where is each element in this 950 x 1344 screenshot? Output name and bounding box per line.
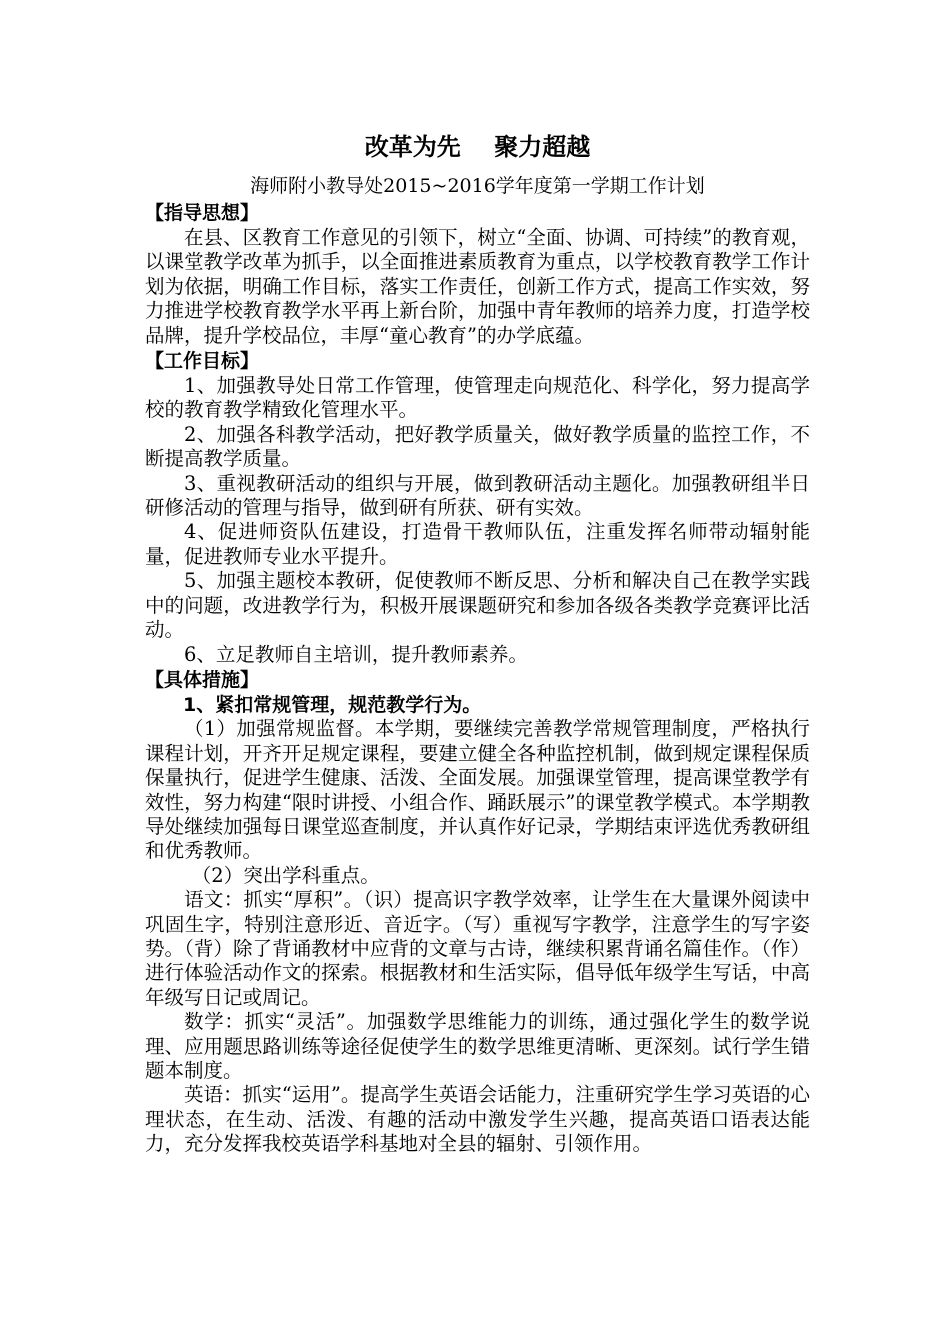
paragraph: 数学：抓实“灵活”。加强数学思维能力的训练，通过强化学生的数学说理、应用题思路训练等途径促使学生的数学思维更清晰、更深刻。试行学生错题本制度。 xyxy=(145,1010,810,1082)
paragraph: 1、加强教导处日常工作管理，使管理走向规范化、科学化，努力提高学校的教育教学精致化管理水平。 xyxy=(145,374,810,422)
paragraph: （1）加强常规监督。本学期，要继续完善教学常规管理制度，严格执行课程计划，开齐开足规定课程，要建立健全各种监控机制，做到规定课程保质保量执行，促进学生健康、活泼、全面发展。加强课堂管理，提高课堂教学有效性，努力构建“限时讲授、小组合作、踊跃展示”的课堂教学模式。本学期教导处继续加强每日课堂巡查制度，并认真作好记录，学期结束评选优秀教研组和优秀教师。 xyxy=(145,717,810,863)
document-subtitle: 海师附小教导处2015~2016学年度第一学期工作计划 xyxy=(250,175,705,197)
paragraph: 语文：抓实“厚积”。（识）提高识字教学效率，让学生在大量课外阅读中巩固生字，特别注意形近、音近字。（写）重视写字教学，注意学生的写字姿势。（背）除了背诵教材中应背的文章与古诗，继续积累背诵名篇佳作。（作）进行体验活动作文的探索。根据教材和生活实际，倡导低年级学生写话，中高年级写日记或周记。 xyxy=(145,888,810,1009)
section-heading-guiding-ideology: 【指导思想】 xyxy=(145,202,260,224)
document-title: 改革为先 聚力超越 xyxy=(364,133,591,161)
paragraph: 英语：抓实“运用”。提高学生英语会话能力，注重研究学生学习英语的心理状态，在生动、活泼、有趣的活动中激发学生兴趣，提高英语口语表达能力，充分发挥我校英语学科基地对全县的辐射、引领作用。 xyxy=(145,1083,810,1156)
section-heading-specific-measures: 【具体措施】 xyxy=(145,668,260,691)
paragraph: 在县、区教育工作意见的引领下，树立“全面、协调、可持续”的教育观，以课堂教学改革为抓手，以全面推进素质教育为重点，以学校教育教学工作计划为依据，明确工作目标，落实工作责任，创新工作方式，提高工作实效，努力推进学校教育教学水平再上新台阶，加强中青年教师的培养力度，打造学校品牌，提升学校品位，丰厚“童心教育”的办学底蕴。 xyxy=(145,226,810,347)
paragraph: 5、加强主题校本教研，促使教师不断反思、分析和解决自己在教学实践中的问题，改进教学行为，积极开展课题研究和参加各级各类教学竞赛评比活动。 xyxy=(145,569,810,642)
paragraph: 3、重视教研活动的组织与开展，做到教研活动主题化。加强教研组半日研修活动的管理与指导，做到研有所获、研有实效。 xyxy=(145,471,810,520)
document-page xyxy=(145,130,810,1157)
paragraph: （2）突出学科重点。 xyxy=(191,863,380,887)
paragraph: 4、促进师资队伍建设，打造骨干教师队伍，注重发挥名师带动辐射能量，促进教师专业水平提升。 xyxy=(145,520,810,568)
subsection-heading: 1、紧扣常规管理，规范教学行为。 xyxy=(183,693,482,716)
paragraph: 6、立足教师自主培训，提升教师素养。 xyxy=(184,642,528,666)
paragraph: 2、加强各科教学活动，把好教学质量关，做好教学质量的监控工作，不断提高教学质量。 xyxy=(145,422,810,471)
section-heading-work-goals: 【工作目标】 xyxy=(145,350,260,373)
